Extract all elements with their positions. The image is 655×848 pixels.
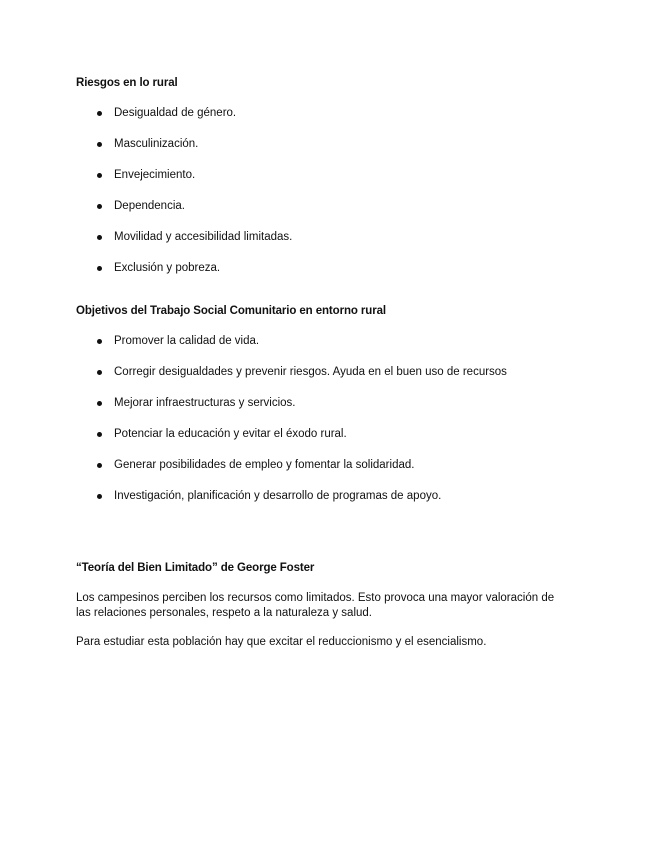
bullet-icon <box>97 235 102 240</box>
list-item <box>76 230 576 261</box>
heading-teoria: “Teoría del Bien Limitado” de George Foster <box>76 562 315 574</box>
bullet-icon <box>97 204 102 209</box>
heading-riesgos: Riesgos en lo rural <box>76 77 178 89</box>
list-item-text: Generar posibilidades de empleo y fomentar la solidaridad. <box>114 459 415 471</box>
list-item <box>76 365 576 396</box>
bullet-icon <box>97 111 102 116</box>
paragraph-estudio: Para estudiar esta población hay que excitar el reduccionismo y el esencialismo. <box>76 636 487 648</box>
heading-objetivos: Objetivos del Trabajo Social Comunitario en entorno rural <box>76 305 386 317</box>
list-item <box>76 137 576 168</box>
list-item-text: Corregir desigualdades y prevenir riesgos. Ayuda en el buen uso de recursos <box>114 366 507 378</box>
bullet-icon <box>97 463 102 468</box>
list-item <box>76 427 576 458</box>
bullet-icon <box>97 432 102 437</box>
list-item <box>76 106 576 137</box>
paragraph-teoria <box>76 591 576 621</box>
bullet-icon <box>97 142 102 147</box>
bullet-icon <box>97 173 102 178</box>
list-item-text: Envejecimiento. <box>114 169 196 181</box>
bullet-icon <box>97 339 102 344</box>
list-item-text: Dependencia. <box>114 200 185 212</box>
list-item <box>76 168 576 199</box>
list-item <box>76 199 576 230</box>
list-item-text: Investigación, planificación y desarrollo de programas de apoyo. <box>114 490 442 502</box>
list-item <box>76 261 576 292</box>
bullet-icon <box>97 401 102 406</box>
list-item <box>76 458 576 489</box>
list-item-text: Desigualdad de género. <box>114 107 237 119</box>
list-riesgos <box>76 106 576 292</box>
list-item <box>76 396 576 427</box>
list-item-text: Promover la calidad de vida. <box>114 335 260 347</box>
list-item-text: Potenciar la educación y evitar el éxodo rural. <box>114 428 347 440</box>
list-item-text: Masculinización. <box>114 138 199 150</box>
list-item <box>76 334 576 365</box>
list-item-text: Movilidad y accesibilidad limitadas. <box>114 231 293 243</box>
paragraph-line: Los campesinos perciben los recursos como limitados. Esto provoca una mayor valoración de <box>76 592 555 604</box>
list-objetivos <box>76 334 576 520</box>
bullet-icon <box>97 266 102 271</box>
paragraph-line: las relaciones personales, respeto a la naturaleza y salud. <box>76 607 372 619</box>
list-item-text: Mejorar infraestructuras y servicios. <box>114 397 296 409</box>
bullet-icon <box>97 494 102 499</box>
list-item <box>76 489 576 520</box>
list-item-text: Exclusión y pobreza. <box>114 262 221 274</box>
bullet-icon <box>97 370 102 375</box>
